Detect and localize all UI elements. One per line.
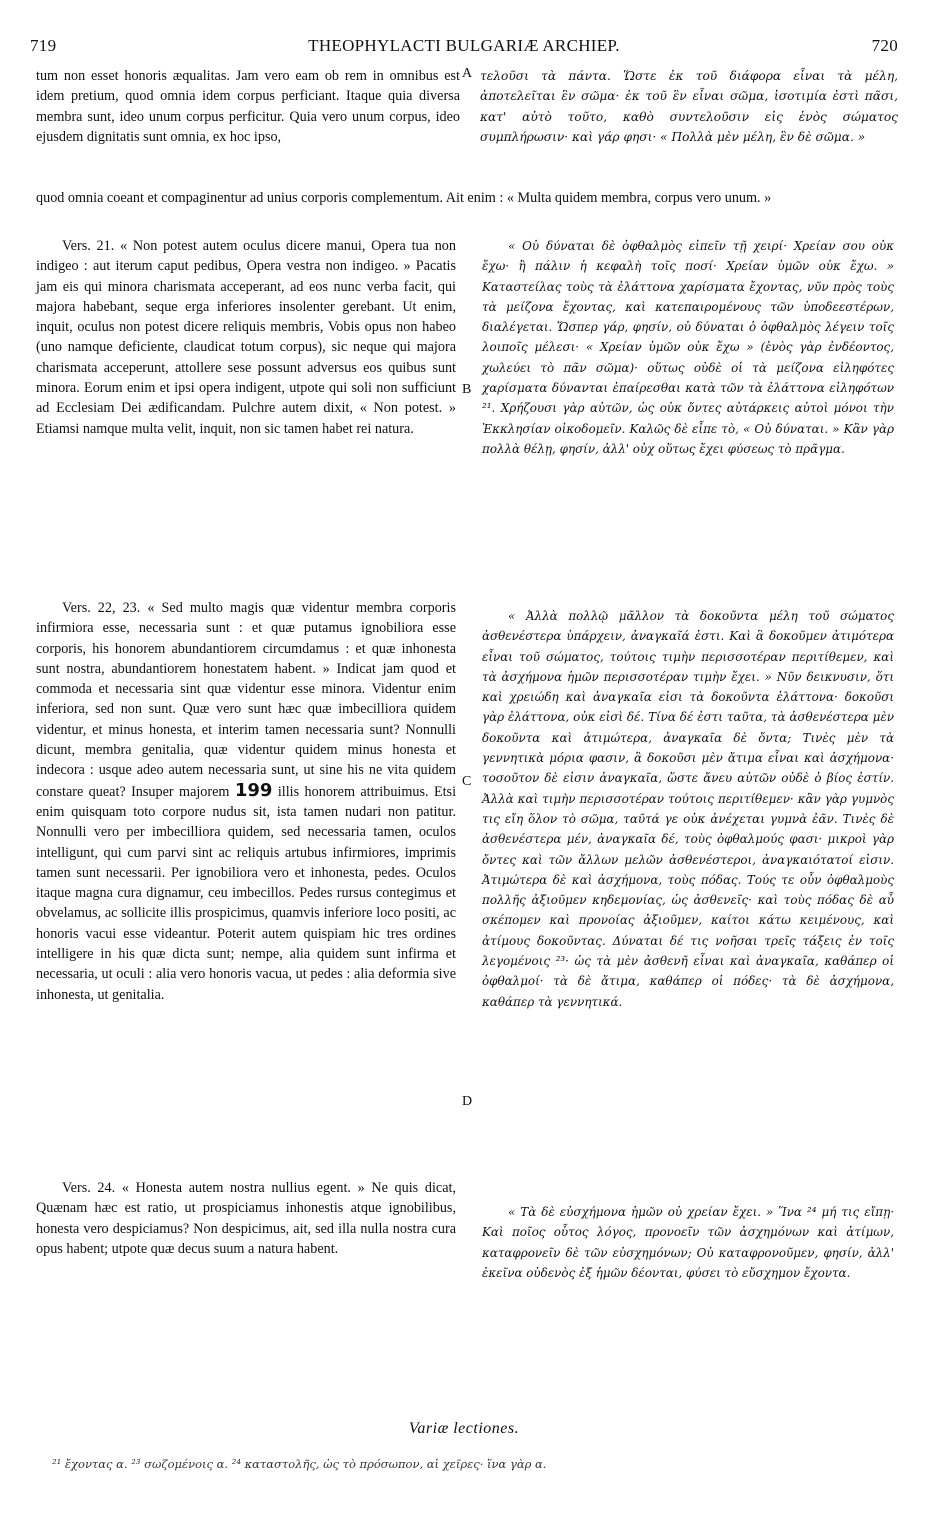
latin-intro-continuation: quod omnia coeant et compaginentur ad unius corporis complementum. Ait enim : « Multa quidem membra, corpus vero unum. » <box>36 190 772 206</box>
greek-intro-text: τελοῦσι τὰ πάντα. Ὥστε ἐκ τοῦ διάφορα εἶναι τὰ μέλη, ἀποτελεῖται ἓν σῶμα· ἐκ τοῦ ἓν εἶναι σῶμα, ἰσοτιμία ἐστὶ πᾶσι, κατ' αὐτὸ τοῦτο, καθὸ συντελοῦσιν εἰς ἑνὸς σώματος συμπλήρωσιν· καὶ γάρ φησι· « Πολλὰ μὲν μέλη, ἓν δὲ σῶμα. » <box>480 69 898 144</box>
latin-column <box>36 236 456 1259</box>
margin-letter-d: D <box>462 1094 473 1109</box>
latin-verse-22-text-cont: illis honorem attribuimus. Etsi enim quisquam toto corpore nudus sit, ista tamen nudari non patitur. Nonnulli vero per imbecilliora quidem, sed necessaria tamen, oculos intelligunt, qui cum parvi sint ac reliquis artubus infirmiores, imprimis tamen sunt necessarii. Per ignobiliora vero et inhonesta, pedes. Oculos itaque magna cura dignamur, ceu imbecillos. Pedes rursus contegimus et obvelamus, ac sollicite illis prospicimus, quamvis inferiore loco positi, ac honoris vacui esse videantur. Poterit autem quispiam hic tres ordines intelligere in his quæ dicta sunt; nempe, alia quidem sunt infirma et necessaria, ut oculi : alia vero honoris vacua, ut pedes : alia deformia sive inhonesta, ut genitalia. <box>36 783 457 1003</box>
running-title: THEOPHYLACTI BULGARIÆ ARCHIEP. <box>308 36 620 55</box>
greek-verse-22-23: « Ἀλλὰ πολλῷ μᾶλλον τὰ δοκοῦντα μέλη τοῦ σώματος ἀσθενέστερα ὑπάρχειν, ἀναγκαῖά ἐστι. Καὶ ἃ δοκοῦμεν ἀτιμότερα εἶναι τοῦ σώματος, τούτοις τιμὴν περισσοτέραν περιτίθεμεν, καὶ τὰ ἀσχήμονα ἡμῶν περισσοτέραν τιμὴν ἔχει. » Νῦν δεικνυσιν, ὅτι καὶ χρειώδη καὶ ἀναγκαῖα εἰσι τὰ δοκοῦντα ἐλάττονα· δοκοῦσι γὰρ ἐλάττονα, οὐκ εἰσὶ δέ. Τίνα δέ ἐστι ταῦτα, τὰ ἀσθενέστερα μὲν δοκοῦντα καὶ ἀτιμώτερα, ἀναγκαῖα δὲ ὄντα; Τινὲς μὲν τὰ γεννητικὰ μόρια φασιν, ἃ δοκοῦσι μὲν ἄτιμα εἶναι καὶ ἀσχήμονα· τοσοῦτον δὲ εἰσιν ἀναγκαῖα, ὥστε ἄνευ αὐτῶν οὐδὲ ὁ βίος ἐστίν. Ἀλλὰ καὶ τιμὴν περισσοτέραν τούτοις περιτίθεμεν· κἂν γὰρ γυμνὸς τις εἴη ὅλον τὸ σῶμα, ταῦτά γε οὐκ ἀνέχεται γυμνὰ ἐᾶν. Τινὲς δὲ ἀσθενέστερα μέν, ἀναγκαῖα δέ, τοὺς ὀφθαλμούς φασι· μικροὶ γὰρ ὄντες καὶ τῶν ἄλλων μελῶν ἀσθενέστεροι, ἀναγκαιότατοί εἰσιν. Ἀτιμώτερα δὲ καὶ ἀσχήμονα, τοὺς πόδας. Τούς τε οὖν ὀφθαλμοὺς πολλῆς ἀξιοῦμεν κηδεμονίας, ὡς ἀσθενεῖς· καὶ τοὺς πόδας δὲ αὖ σκέπομεν καὶ προνοίας ἀξιοῦμεν, καίτοι κάτω κειμένους, καὶ ἀτίμους δοκοῦντας. Δύναται δέ τις νοῆσαι τρεῖς τάξεις ἐν τοῖς λεγομένοις ²³· ὡς τὰ μὲν ἀσθενῆ εἶναι καὶ ἀναγκαῖα, καθάπερ οἱ ὀφθαλμοί· τὰ δὲ ἄτιμα, καθάπερ οἱ πόδες· τὰ δὲ ἀσχήμονα, καθάπερ τὰ γεννητικά. <box>482 609 894 1009</box>
latin-verse-22-23 <box>36 598 456 1178</box>
margin-letter-a: A <box>462 66 473 81</box>
greek-verse-21: « Οὐ δύναται δὲ ὀφθαλμὸς εἰπεῖν τῇ χειρί· Χρείαν σου οὐκ ἔχω· ἢ πάλιν ἡ κεφαλὴ τοῖς ποσί· Χρείαν ὑμῶν οὐκ ἔχω. » Καταστείλας τοὺς τὰ ἐλάττονα χαρίσματα ἔχοντας, νῦν πρὸς τοὺς τὰ μείζονα ἔχοντας, καὶ κατεπαιρομένους τῶν ὑποδεεστέρων, διαλέγεται. Ὥσπερ γάρ, φησίν, οὐ δύναται ὁ ὀφθαλμὸς λέγειν τοῖς λοιποῖς μέλεσι· « Χρείαν ὑμῶν οὐκ ἔχω » (ἑνὸς γὰρ ἐνδέοντος, χωλεύει τὸ πᾶν σῶμα)· οὕτως οὐδὲ οἱ τὰ μείζονα εἰληφότες χαρίσματα δύνανται ἐπαίρεσθαι κατὰ τῶν τὰ ἐλάττονα εἰληφότων ²¹. Χρήζουσι γὰρ αὐτῶν, ὡς οὐκ ὄντες αὐτάρκεις αὐτοὶ μόνοι τὴν Ἐκκλησίαν οἰκοδομεῖν. Καλῶς δὲ εἶπε τὸ, « Οὐ δύναται. » Κἂν γὰρ πολλὰ θέλῃ, φησίν, ἀλλ' οὐχ οὕτως ἔχει φύσεως τὸ πρᾶγμα. <box>482 239 894 456</box>
latin-verse-21: Vers. 21. « Non potest autem oculus dicere manui, Opera tua non indigeo : aut iterum caput pedibus, Opera vestra non indigeo. » Pacatis jam eis qui minora charismata acceperant, ad eos nunc verba facit, qui majora habebant, seque erga inferiores insolenter gerebant. Ut enim, inquit, oculus non potest dicere reliquis membris, Vobis opus non habeo (uno namque deficiente, claudicat totum corpus), sic neque qui majora charismata acceperunt, attollere sese possunt adversus eos quibus sunt minora. Eorum enim et ipsi opera indigent, utpote qui soli non sufficiunt ad Ecclesiam Dei ædificandam. Pulchre autem dixit, « Non potest. » Etiamsi namque multa velit, inquit, non sic tamen habet rei natura. <box>36 238 456 437</box>
margin-letter-c: C <box>462 774 472 789</box>
variae-lectiones-title: Variæ lectiones. <box>408 1420 520 1437</box>
latin-verse-22-text: Vers. 22, 23. « Sed multo magis quæ videntur membra corporis infirmiora esse, necessaria sunt : et quæ putamus ignobiliora esse corporis, his honorem abundantiorem circumdamus : et quæ inhonesta sunt nostra, abundantiorem honestatem habent. » Indicat jam quod et commoda et necessaria sint quæ videntur esse minora. Videntur enim inferiora, sed non sunt. Quæ vero sunt hæc quæ imbecilliora quidem videntur, et minus honesta, et interim tamen necessaria sunt? Nonnulli dicunt, membra genitalia, quæ videntur quidem minus honesta et indecora : usque adeo autem necessaria sunt, ut sine his ne vita quidem constare queat? Insuper majorem <box>36 600 456 800</box>
margin-letter-b: B <box>462 382 472 397</box>
greek-column <box>482 236 894 1283</box>
page-number-right: 720 <box>871 36 898 55</box>
column-number: 199 <box>234 779 273 801</box>
greek-verse-24: « Τὰ δὲ εὐσχήμονα ἡμῶν οὐ χρείαν ἔχει. » Ἵνα ²⁴ μή τις εἴπῃ· Καὶ ποῖος οὗτος λόγος, προνοεῖν τῶν ἀσχημόνων καὶ ἀτίμων, καταφρονεῖν δὲ τῶν εὐσχημόνων; Οὐ καταφρονοῦμεν, φησίν, ἀλλ' ἐκεῖνα οὐδενὸς ἐξ ἡμῶν δέονται, φύσει τὸ εὔσχημον ἔχοντα. <box>482 1205 894 1280</box>
page-number-left: 719 <box>30 36 57 55</box>
latin-verse-24: Vers. 24. « Honesta autem nostra nullius egent. » Ne quis dicat, Quænam hæc est ratio, ut prospiciamus inhonestis atque ignobilibus, honesta vero despiciamus? Non despicimus, ait, sed illa nulla nostra cura opus habent; utpote quæ decus suum a natura habent. <box>36 1180 456 1257</box>
latin-intro-text: tum non esset honoris æqualitas. Jam vero eam ob rem in omnibus est idem pretium, quod omnia idem corpus perficiant. Itaque quia diversa membra sunt, ideo unum corpus perficitur. Quia vero unum corpus, ideo ejusdem dignitatis sunt omnia, ex hoc ipso, <box>36 68 460 145</box>
variae-lectiones-text: ²¹ ἔχοντας α. ²³ σωζομένοις α. ²⁴ καταστολῆς, ὡς τὸ πρόσωπον, αἱ χεῖρες· ἵνα γὰρ α. <box>52 1457 547 1471</box>
running-header <box>30 36 898 60</box>
